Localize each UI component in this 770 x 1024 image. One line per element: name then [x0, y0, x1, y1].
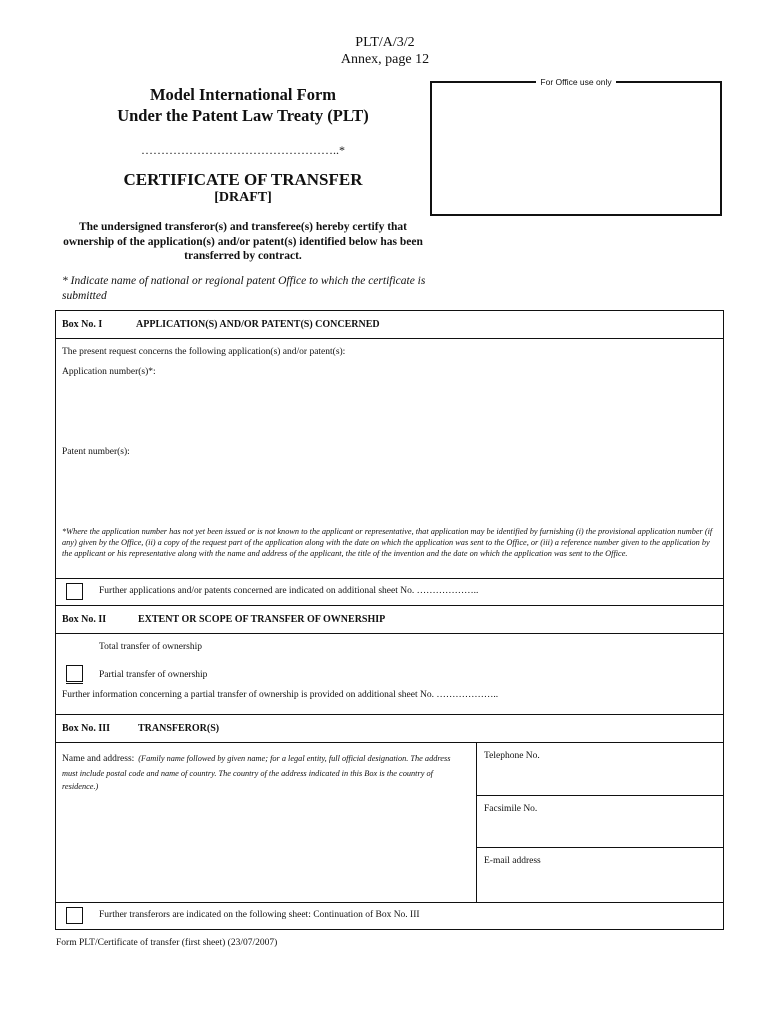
form-footer: Form PLT/Certificate of transfer (first sheet) (23/07/2007) — [56, 938, 278, 948]
divider — [476, 847, 724, 848]
further-transferors-checkbox[interactable] — [66, 907, 83, 924]
annex-page: Annex, page 12 — [340, 52, 430, 67]
checkbox-underline — [66, 683, 83, 684]
transferor-name-address[interactable] — [62, 751, 457, 792]
further-applications-checkbox[interactable] — [66, 583, 83, 600]
office-name-placeholder: …………………………………………..* — [141, 143, 345, 157]
application-numbers-label: Application number(s)*: — [62, 367, 156, 377]
telephone-label: Telephone No. — [484, 751, 540, 761]
form-title-line2: Under the Patent Law Treaty (PLT) — [117, 106, 369, 125]
application-numbers-field[interactable] — [62, 382, 712, 442]
patent-numbers-label: Patent number(s): — [62, 447, 130, 457]
email-label: E-mail address — [484, 856, 541, 866]
divider — [55, 338, 724, 339]
divider — [55, 605, 724, 606]
divider — [55, 578, 724, 579]
office-footnote: * Indicate name of national or regional patent Office to which the certificate is submitted — [62, 275, 426, 302]
box2-title: EXTENT OR SCOPE OF TRANSFER OF OWNERSHIP — [138, 614, 386, 625]
certificate-title: CERTIFICATE OF TRANSFER — [123, 170, 363, 189]
document-reference — [0, 34, 770, 68]
divider — [55, 902, 724, 903]
partial-transfer-label: Partial transfer of ownership — [99, 670, 208, 680]
divider — [55, 742, 724, 743]
certify-statement: The undersigned transferor(s) and transferee(s) hereby certify that ownership of the application(s) and/or patent(s) identified below has been transferred by contract. — [63, 221, 423, 262]
name-address-hint: (Family name followed by given name; for a legal entity, full official designation. The address must include postal code and name of country. The country of the address indicated in this Box is the country of residence.) — [62, 754, 451, 791]
partial-transfer-info: Further information concerning a partial transfer of ownership is provided on additional sheet No. ……………….. — [62, 690, 499, 700]
total-transfer-checkbox[interactable] — [66, 638, 83, 655]
document-ref-code: PLT/A/3/2 — [355, 35, 415, 50]
patent-numbers-field[interactable] — [62, 462, 712, 520]
column-divider — [476, 742, 477, 902]
draft-label: [DRAFT] — [214, 190, 272, 205]
application-number-note: *Where the application number has not yet been issued or is not known to the applicant or representative, that application may be identified by furnishing (i) the provisional application number (if any) given by the Office, (ii) a copy of the request part of the application along with the date on which the application was sent to the Office, or (iii) a reference number given to the application by the applicant or his representative along with the name and address of the applicant, the title of the invention and the date on which the application was sent to the Office. — [62, 527, 713, 558]
partial-transfer-checkbox[interactable] — [66, 665, 83, 682]
divider — [55, 633, 724, 634]
further-transferors-label: Further transferors are indicated on the following sheet: Continuation of Box No. III — [99, 910, 420, 920]
box2-number: Box No. II — [62, 614, 107, 625]
box3-title: TRANSFEROR(S) — [138, 723, 220, 734]
further-applications-label: Further applications and/or patents concerned are indicated on additional sheet No. ……………….. — [99, 586, 479, 596]
divider — [476, 795, 724, 796]
facsimile-label: Facsimile No. — [484, 804, 538, 814]
box1-number: Box No. I — [62, 319, 103, 330]
box3-number: Box No. III — [62, 723, 111, 734]
name-address-label: Name and address: — [62, 754, 135, 764]
office-use-label: For Office use only — [430, 77, 722, 87]
box1-intro: The present request concerns the following application(s) and/or patent(s): — [62, 347, 346, 357]
form-title-line1: Model International Form — [149, 85, 337, 104]
divider — [55, 714, 724, 715]
office-use-box — [430, 81, 722, 216]
form-title — [60, 84, 426, 126]
box1-title: APPLICATION(S) AND/OR PATENT(S) CONCERNED — [136, 319, 380, 330]
total-transfer-label: Total transfer of ownership — [99, 642, 203, 652]
